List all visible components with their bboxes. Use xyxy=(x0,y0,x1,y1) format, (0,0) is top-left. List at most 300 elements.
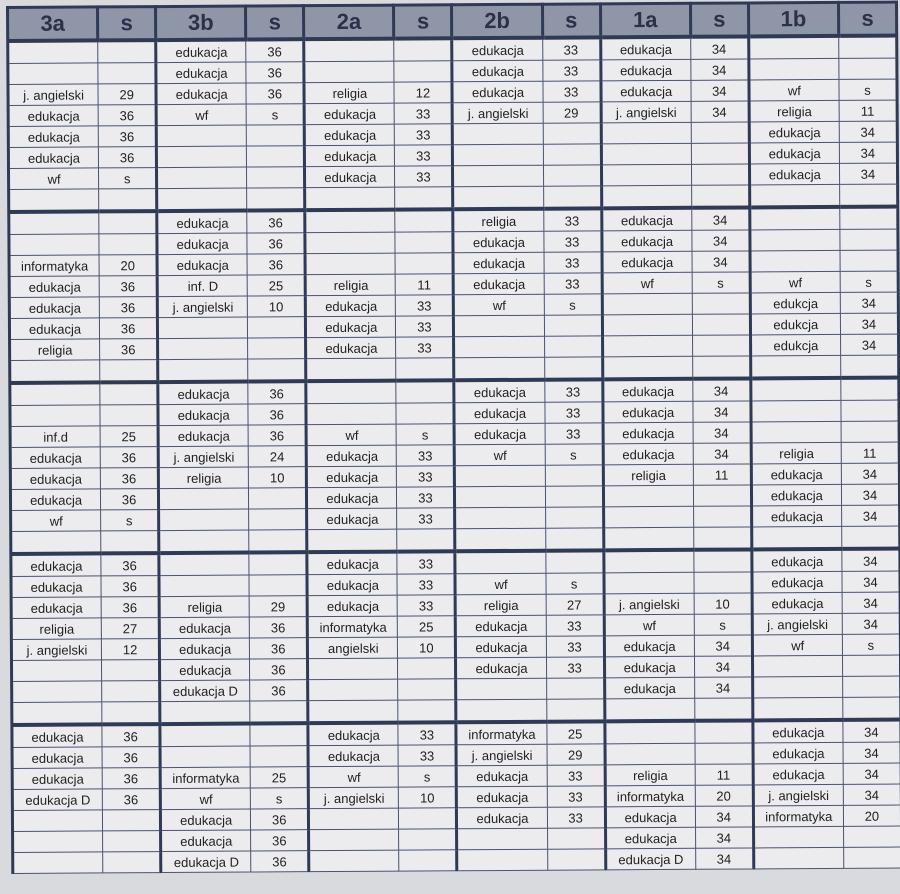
subject-cell xyxy=(453,144,543,166)
room-cell: 33 xyxy=(543,231,601,252)
room-header: s xyxy=(838,2,896,36)
room-cell: 36 xyxy=(251,851,309,872)
room-cell xyxy=(692,335,750,356)
subject-cell xyxy=(304,39,394,62)
subject-cell: edukacja xyxy=(452,60,542,82)
subject-cell xyxy=(160,746,250,768)
subject-cell: religia xyxy=(605,764,695,786)
subject-cell xyxy=(603,527,693,550)
room-cell: 36 xyxy=(101,576,159,597)
room-cell: 25 xyxy=(250,767,308,788)
room-header: s xyxy=(246,6,304,40)
room-cell xyxy=(695,720,753,743)
subject-cell: edukacja D xyxy=(160,680,250,702)
room-cell: 36 xyxy=(251,830,309,851)
room-cell: 34 xyxy=(690,36,748,59)
room-cell: 29 xyxy=(249,596,307,617)
subject-cell: edukacja xyxy=(456,636,546,658)
subject-cell xyxy=(9,234,99,256)
room-cell: 34 xyxy=(692,230,750,251)
subject-cell: edukacja xyxy=(158,382,248,405)
subject-cell: religia xyxy=(751,442,841,464)
room-cell: s xyxy=(694,614,752,635)
subject-cell: edukacja xyxy=(305,166,395,188)
subject-cell: edukacja xyxy=(161,830,251,852)
subject-cell: edukacja xyxy=(158,404,248,426)
subject-cell: edukacja xyxy=(159,617,249,639)
subject-cell: informatyka xyxy=(605,785,695,807)
room-cell xyxy=(693,506,751,527)
room-cell: 36 xyxy=(251,809,309,830)
class-header: 1a xyxy=(600,3,690,37)
room-cell: 36 xyxy=(98,147,156,168)
room-cell: 33 xyxy=(395,145,453,166)
subject-cell: religia xyxy=(159,596,249,618)
room-cell: 33 xyxy=(397,551,455,574)
room-cell: 36 xyxy=(100,318,158,339)
timetable xyxy=(6,1,900,874)
room-cell xyxy=(691,164,749,185)
room-cell: 29 xyxy=(547,744,605,765)
subject-cell xyxy=(752,655,842,677)
subject-cell: edukacja xyxy=(457,765,547,787)
subject-cell: j. angielski xyxy=(158,446,248,468)
subject-cell xyxy=(753,697,843,720)
subject-cell: edukacja xyxy=(8,105,98,127)
subject-cell xyxy=(749,184,839,207)
room-cell xyxy=(248,317,306,338)
room-cell: 29 xyxy=(98,84,156,105)
room-cell: 29 xyxy=(543,102,601,123)
room-cell xyxy=(545,507,603,528)
subject-cell: edukacja xyxy=(306,337,396,359)
subject-cell xyxy=(604,572,694,594)
room-cell: 36 xyxy=(101,597,159,618)
subject-cell: informatyka xyxy=(456,722,546,745)
subject-cell: edukacja xyxy=(600,37,690,60)
subject-cell xyxy=(305,187,395,210)
subject-cell xyxy=(11,660,101,682)
subject-cell xyxy=(749,58,839,80)
room-cell: 34 xyxy=(842,571,900,592)
subject-cell: edukacja xyxy=(12,724,102,747)
subject-cell: edukacja xyxy=(602,230,692,252)
subject-cell xyxy=(601,122,691,144)
room-cell: 34 xyxy=(839,142,897,163)
subject-cell: edukcja xyxy=(750,334,840,356)
subject-cell: wf xyxy=(602,272,692,294)
subject-cell: religia xyxy=(456,594,546,616)
subject-cell: edukacja D xyxy=(605,848,695,870)
room-cell xyxy=(98,40,156,63)
room-cell: 36 xyxy=(248,381,306,404)
room-cell xyxy=(545,528,603,551)
subject-cell xyxy=(10,382,100,405)
room-cell: 34 xyxy=(843,763,900,784)
room-cell xyxy=(102,702,160,725)
room-cell: 10 xyxy=(249,467,307,488)
room-cell: s xyxy=(246,104,304,125)
room-cell xyxy=(544,336,602,357)
subject-cell xyxy=(750,250,840,272)
header-row xyxy=(8,2,897,41)
room-cell: 33 xyxy=(397,466,455,487)
room-cell: 36 xyxy=(102,789,160,810)
room-cell: 33 xyxy=(397,445,455,466)
room-cell: 36 xyxy=(249,617,307,638)
room-cell: 33 xyxy=(395,103,453,124)
room-cell: 34 xyxy=(841,463,899,484)
room-cell: 34 xyxy=(843,742,900,763)
subject-cell xyxy=(455,465,545,487)
room-cell: 10 xyxy=(398,637,456,658)
room-cell xyxy=(100,360,158,383)
room-cell: 34 xyxy=(840,292,898,313)
subject-cell: wf xyxy=(604,614,694,636)
room-cell: 36 xyxy=(246,39,304,62)
room-cell xyxy=(695,743,753,764)
subject-cell xyxy=(455,551,545,574)
room-cell: 36 xyxy=(98,126,156,147)
room-cell xyxy=(692,356,750,379)
subject-cell: religia xyxy=(11,618,101,640)
room-cell xyxy=(543,165,601,186)
subject-cell xyxy=(304,61,394,83)
subject-cell: edukacja xyxy=(454,402,544,424)
subject-cell: edukcja xyxy=(750,292,840,314)
room-cell: 33 xyxy=(544,252,602,273)
subject-cell: edukacja xyxy=(453,231,543,253)
subject-cell xyxy=(753,847,843,869)
room-cell: s xyxy=(399,766,457,787)
subject-cell: j. angielski xyxy=(11,639,101,661)
subject-cell: wf xyxy=(160,788,250,810)
room-cell xyxy=(543,186,601,209)
subject-cell xyxy=(159,509,249,531)
subject-cell: wf xyxy=(752,634,842,656)
subject-cell: edukacja xyxy=(604,635,694,657)
subject-cell: informatyka xyxy=(753,805,843,827)
subject-cell: edukacja xyxy=(9,318,99,340)
subject-cell: edukacja xyxy=(749,142,839,164)
subject-cell: edukacja xyxy=(158,425,248,447)
room-cell xyxy=(102,660,160,681)
room-cell: 11 xyxy=(841,442,899,463)
subject-cell xyxy=(453,165,543,187)
room-cell: 33 xyxy=(398,595,456,616)
subject-cell: edukacja xyxy=(12,768,102,790)
subject-cell xyxy=(309,808,399,830)
room-cell xyxy=(398,679,456,700)
room-cell: s xyxy=(101,510,159,531)
room-cell: 34 xyxy=(840,313,898,334)
subject-cell: edukacja xyxy=(307,445,397,467)
subject-cell: edukacja xyxy=(8,126,98,148)
subject-cell: edukacja xyxy=(305,145,395,167)
room-cell: 36 xyxy=(98,105,156,126)
subject-cell xyxy=(12,681,102,703)
subject-cell: edukacja xyxy=(603,443,693,465)
room-cell xyxy=(546,678,604,699)
room-cell: 33 xyxy=(545,423,603,444)
subject-cell xyxy=(751,526,841,549)
room-cell xyxy=(693,527,751,550)
room-cell xyxy=(547,849,605,870)
timetable-sheet xyxy=(6,1,900,874)
room-cell xyxy=(839,58,897,79)
subject-cell xyxy=(455,486,545,508)
subject-cell: edukacja xyxy=(605,806,695,828)
subject-cell: edukacja xyxy=(157,233,247,255)
room-cell: 36 xyxy=(101,553,159,576)
subject-cell: edukacja xyxy=(10,468,100,490)
room-cell: 34 xyxy=(691,80,749,101)
subject-cell: edukacja xyxy=(600,59,690,81)
room-cell: 25 xyxy=(100,426,158,447)
room-cell xyxy=(99,234,157,255)
subject-cell xyxy=(308,700,398,723)
subject-cell xyxy=(601,164,691,186)
subject-cell xyxy=(159,553,249,576)
subject-cell: edukacja xyxy=(306,316,396,338)
subject-cell: edukacja xyxy=(161,809,251,831)
subject-cell: edukacja xyxy=(307,508,397,530)
room-cell xyxy=(841,355,899,378)
room-cell: 33 xyxy=(398,722,456,745)
subject-cell: edukacja xyxy=(306,295,396,317)
room-cell: 34 xyxy=(691,59,749,80)
room-cell: 20 xyxy=(99,255,157,276)
room-cell: 34 xyxy=(693,401,751,422)
subject-cell xyxy=(157,167,247,189)
subject-cell: edukacja xyxy=(605,827,695,849)
room-cell xyxy=(691,185,749,208)
room-cell: 33 xyxy=(398,745,456,766)
subject-cell: edukacja xyxy=(601,208,691,231)
subject-cell: religia xyxy=(10,339,100,361)
room-cell xyxy=(399,808,457,829)
subject-cell xyxy=(750,207,840,230)
room-cell: 33 xyxy=(397,508,455,529)
subject-cell: religia xyxy=(749,100,839,122)
room-cell: 33 xyxy=(544,273,602,294)
room-cell: 12 xyxy=(394,82,452,103)
subject-cell xyxy=(12,702,102,725)
room-cell xyxy=(843,826,900,847)
room-cell: 33 xyxy=(542,60,600,81)
subject-cell: edukacja xyxy=(453,252,543,274)
room-cell xyxy=(101,531,159,554)
room-cell: 36 xyxy=(246,83,304,104)
subject-cell xyxy=(455,507,545,529)
subject-cell xyxy=(160,724,250,747)
subject-cell: wf xyxy=(454,294,544,316)
subject-cell: edukacja xyxy=(456,615,546,637)
room-cell: 12 xyxy=(101,639,159,660)
subject-cell: angielski xyxy=(308,637,398,659)
subject-cell xyxy=(602,314,692,336)
room-cell: 10 xyxy=(399,787,457,808)
subject-cell: edukacja xyxy=(749,121,839,143)
subject-cell xyxy=(454,336,544,358)
room-cell: 33 xyxy=(544,379,602,402)
subject-cell: edukacja xyxy=(307,552,397,575)
subject-cell: edukacja xyxy=(10,447,100,469)
room-cell: 11 xyxy=(695,764,753,785)
room-cell xyxy=(399,829,457,850)
subject-cell xyxy=(158,359,248,382)
subject-cell: edukacja xyxy=(457,786,547,808)
subject-cell: edukacja xyxy=(160,659,250,681)
room-cell: 33 xyxy=(544,402,602,423)
subject-cell: religia xyxy=(304,82,394,104)
class-header: 3b xyxy=(156,6,246,40)
room-cell xyxy=(250,723,308,746)
subject-cell xyxy=(159,530,249,553)
class-header: 1b xyxy=(748,2,838,36)
subject-cell: edukacja xyxy=(603,422,693,444)
room-cell: 33 xyxy=(395,166,453,187)
subject-cell: wf xyxy=(11,510,101,532)
subject-cell xyxy=(457,849,547,871)
room-cell xyxy=(246,125,304,146)
subject-cell: edukcja xyxy=(750,313,840,335)
room-cell: s xyxy=(396,424,454,445)
room-cell: 11 xyxy=(839,100,897,121)
room-cell xyxy=(397,529,455,552)
subject-cell: edukacja xyxy=(604,677,694,699)
room-cell: 34 xyxy=(842,613,900,634)
room-cell xyxy=(249,575,307,596)
room-cell xyxy=(840,250,898,271)
room-cell xyxy=(395,209,453,232)
subject-cell: religia xyxy=(158,467,248,489)
room-cell xyxy=(842,526,900,549)
room-cell xyxy=(691,143,749,164)
room-cell: 34 xyxy=(839,121,897,142)
room-cell xyxy=(842,655,900,676)
subject-cell: edukacja xyxy=(752,549,842,572)
subject-cell: edukacja D xyxy=(12,789,102,811)
subject-cell: edukacja xyxy=(308,723,398,746)
room-cell xyxy=(544,357,602,380)
room-cell: 20 xyxy=(843,805,900,826)
subject-cell xyxy=(605,743,695,765)
room-cell: 33 xyxy=(542,37,600,60)
subject-cell: j. angielski xyxy=(157,296,247,318)
subject-cell: wf xyxy=(455,444,545,466)
room-cell xyxy=(841,378,899,401)
room-cell: 34 xyxy=(693,422,751,443)
room-header: s xyxy=(98,7,156,41)
room-cell xyxy=(396,358,454,381)
room-cell: 36 xyxy=(99,276,157,297)
room-cell: 34 xyxy=(694,656,752,677)
subject-cell xyxy=(308,679,398,701)
room-cell xyxy=(102,681,160,702)
subject-cell: edukacja xyxy=(455,423,545,445)
subject-cell: wf xyxy=(750,271,840,293)
room-cell: 33 xyxy=(397,487,455,508)
subject-cell: j. angielski xyxy=(601,101,691,123)
room-cell: 36 xyxy=(246,62,304,83)
room-cell xyxy=(839,36,897,59)
subject-cell xyxy=(751,400,841,422)
subject-cell: edukacja xyxy=(452,81,542,103)
subject-cell: religia xyxy=(453,209,543,232)
room-header: s xyxy=(542,4,600,38)
subject-cell xyxy=(309,850,399,872)
room-cell: 34 xyxy=(839,163,897,184)
room-cell: 34 xyxy=(691,207,749,230)
subject-cell: wf xyxy=(8,168,98,190)
room-cell xyxy=(543,144,601,165)
room-cell: 36 xyxy=(102,768,160,789)
subject-cell: edukacja xyxy=(156,40,246,63)
room-cell: 36 xyxy=(248,404,306,425)
subject-cell: edukacja D xyxy=(161,851,251,873)
subject-cell xyxy=(308,658,398,680)
subject-cell: edukacja xyxy=(307,466,397,488)
subject-cell: edukacja xyxy=(456,657,546,679)
subject-cell xyxy=(305,253,395,275)
class-header: 3a xyxy=(8,7,98,41)
subject-cell: wf xyxy=(306,424,396,446)
subject-cell: edukacja xyxy=(9,276,99,298)
subject-cell: edukacja xyxy=(11,597,101,619)
subject-cell: edukacja xyxy=(305,124,395,146)
subject-cell: edukacja xyxy=(603,401,693,423)
room-cell xyxy=(396,380,454,403)
room-cell xyxy=(249,530,307,553)
subject-cell xyxy=(605,721,695,744)
room-cell xyxy=(248,338,306,359)
room-cell xyxy=(840,207,898,230)
subject-cell xyxy=(306,381,396,404)
room-cell xyxy=(694,572,752,593)
subject-cell xyxy=(305,232,395,254)
room-cell: 11 xyxy=(693,464,751,485)
room-cell: s xyxy=(839,79,897,100)
subject-cell: edukacja xyxy=(753,720,843,743)
subject-cell xyxy=(8,40,98,63)
subject-cell: informatyka xyxy=(308,616,398,638)
room-cell xyxy=(394,38,452,61)
room-cell: 27 xyxy=(101,618,159,639)
room-cell: 34 xyxy=(843,720,900,743)
room-cell xyxy=(692,293,750,314)
room-cell xyxy=(843,697,900,720)
room-cell: 33 xyxy=(396,337,454,358)
room-cell xyxy=(103,831,161,852)
subject-cell: edukacja xyxy=(304,103,394,125)
subject-cell xyxy=(453,123,543,145)
room-cell xyxy=(693,485,751,506)
subject-cell: informatyka xyxy=(160,767,250,789)
subject-cell: edukacja xyxy=(752,592,842,614)
subject-cell xyxy=(457,828,547,850)
subject-cell xyxy=(13,831,103,853)
room-cell xyxy=(692,314,750,335)
subject-cell: edukacja xyxy=(307,487,397,509)
subject-cell: edukacja xyxy=(604,656,694,678)
room-cell: 36 xyxy=(248,425,306,446)
subject-cell xyxy=(601,185,691,208)
room-cell: 36 xyxy=(250,680,308,701)
subject-cell xyxy=(13,852,103,874)
room-cell xyxy=(99,189,157,212)
room-cell: 36 xyxy=(247,254,305,275)
